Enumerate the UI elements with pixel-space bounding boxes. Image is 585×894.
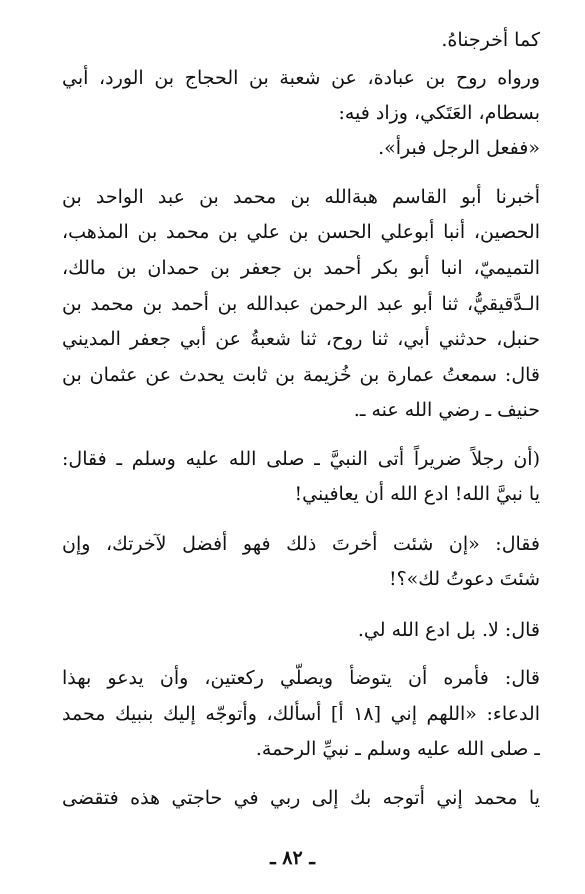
page-number: ـ ٨٢ ـ xyxy=(270,847,315,869)
text-line: أخبرنا أبو القاسم هبةالله بن محمد بن عبد الواحد بن xyxy=(62,186,540,208)
text-line: «ففعل الرجل فبرأ». xyxy=(378,137,540,159)
text-line: حنيف ـ رضي الله عنه ـ. xyxy=(353,399,540,421)
text-line: يا نبيَّ الله! ادع الله أن يعافيني! xyxy=(294,483,540,505)
text-line: فقال: «إن شئت أخرتَ ذلك فهو أفضل لآخرتك، وإن xyxy=(62,533,540,555)
text-line: الحصين، أنبا أبوعلي الحسن بن علي بن محمد بن المذهب، xyxy=(62,221,540,243)
text-line: بسطام، العَتَكي، وزاد فيه: xyxy=(338,102,540,124)
text-line: قال: لا. بل ادع الله لي. xyxy=(357,619,540,641)
text-line: شئتَ دعوتُ لك»؟! xyxy=(388,568,540,590)
text-line: حنبل، حدثني أبي، ثنا روح، ثنا شعبةُ عن أبي جعفر المديني xyxy=(62,328,540,350)
text-line: ـ صلى الله عليه وسلم ـ نبيِّ الرحمة. xyxy=(255,738,540,760)
text-line: الـدَّقيقيُّ، ثنا أبو عبد الرحمن عبدالله بن أحمد بن محمد بن xyxy=(62,293,540,315)
text-line: الدعاء: «اللهم إني [١٨ أ] أسألك، وأتوجّه إليك بنبيك محمد xyxy=(62,703,540,725)
text-line: كما أخرجناهُ. xyxy=(441,29,540,51)
text-line: يا محمد إني أتوجه بك إلى ربي في حاجتي هذه فتقضى xyxy=(62,787,540,809)
text-line: قال: فأمره أن يتوضأ ويصلّي ركعتين، وأن يدعو بهذا xyxy=(62,667,540,689)
text-line: التميميّ، انبا أبو بكر أحمد بن جعفر بن حمدان بن مالك، xyxy=(62,257,540,279)
text-line: قال: سمعتُ عمارة بن خُزيمة بن ثابت يحدث عن عثمان بن xyxy=(62,364,540,386)
text-line: (أن رجلاً ضريراً أتى النبيَّ ـ صلى الله عليه وسلم ـ فقال: xyxy=(62,448,540,470)
text-line: ورواه روح بن عبادة، عن شعبة بن الحجاج بن الورد، أبي xyxy=(62,67,540,89)
